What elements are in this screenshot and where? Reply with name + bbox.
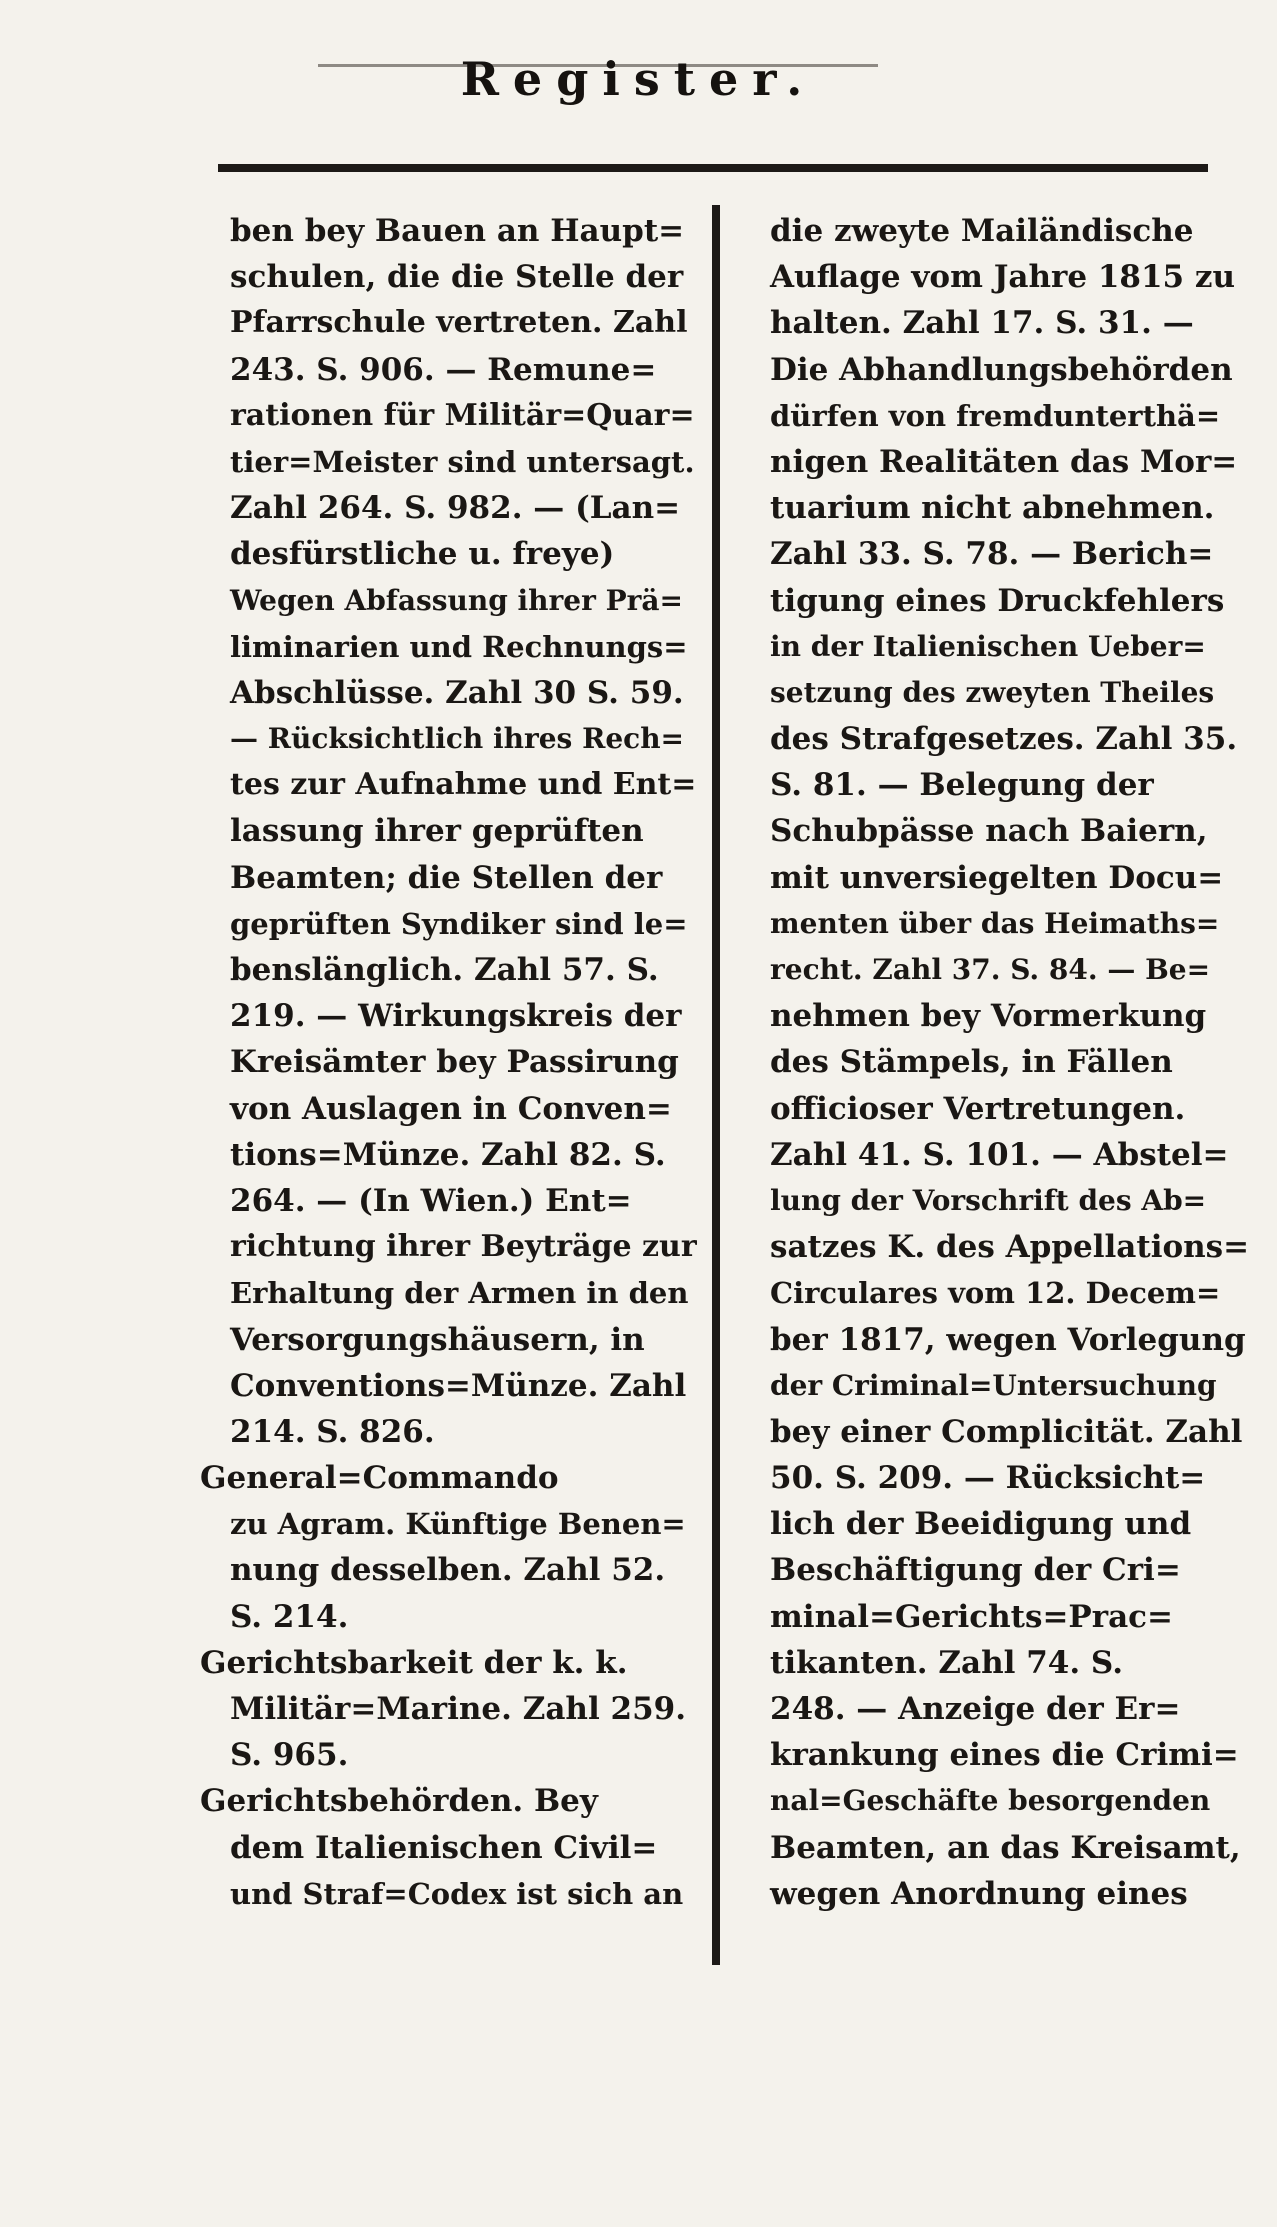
right-column-line: S. 81. — Belegung der	[770, 767, 1154, 804]
column-divider	[712, 205, 720, 1965]
right-column-line: tigung eines Druckfehlers	[770, 582, 1225, 619]
left-column-line: lassung ihrer geprüften	[230, 813, 644, 850]
right-column-line: halten. Zahl 17. S. 31. —	[770, 305, 1194, 342]
left-column-line: Pfarrschule vertreten. Zahl	[230, 305, 688, 341]
left-column-line: 219. — Wirkungskreis der	[230, 998, 682, 1035]
right-column-line: mit unversiegelten Docu=	[770, 859, 1224, 896]
right-column-line: Die Abhandlungsbehörden	[770, 351, 1233, 388]
left-column-line: Militär=Marine. Zahl 259.	[230, 1691, 687, 1727]
left-column-line: tier=Meister sind untersagt.	[230, 444, 695, 479]
right-column-line: Zahl 41. S. 101. — Abstel=	[770, 1136, 1229, 1173]
left-column-line: liminarien und Rechnungs=	[230, 629, 688, 664]
right-column-line: menten über das Heimaths=	[770, 906, 1220, 940]
left-column-line: geprüften Syndiker sind le=	[230, 906, 688, 941]
left-column-line: Zahl 264. S. 982. — (Lan=	[230, 490, 681, 527]
right-column-line: der Criminal=Untersuchung	[770, 1368, 1217, 1402]
left-column-line: Wegen Abfassung ihrer Prä=	[230, 583, 684, 617]
right-column-line: wegen Anordnung eines	[770, 1875, 1188, 1912]
left-column-line: Conventions=Münze. Zahl	[230, 1367, 687, 1404]
left-column-line: nung desselben. Zahl 52.	[230, 1552, 666, 1589]
left-column-line: S. 965.	[230, 1737, 349, 1774]
right-column-line: nehmen bey Vormerkung	[770, 998, 1207, 1035]
right-column-line: nal=Geschäfte besorgenden	[770, 1784, 1211, 1818]
left-column-line: schulen, die die Stelle der	[230, 259, 684, 296]
right-column-line: setzung des zweyten Theiles	[770, 675, 1215, 709]
left-column-line: 243. S. 906. — Remune=	[230, 351, 657, 388]
left-column-line: und Straf=Codex ist sich an	[230, 1876, 684, 1911]
left-column	[200, 208, 698, 1917]
right-column-line: Auflage vom Jahre 1815 zu	[770, 259, 1236, 296]
left-column-line: von Auslagen in Conven=	[230, 1090, 672, 1127]
right-column-line: nigen Realitäten das Mor=	[770, 443, 1238, 480]
right-column-line: Beamten, an das Kreisamt,	[770, 1829, 1241, 1866]
left-column-line: Beamten; die Stellen der	[230, 859, 663, 896]
right-column-line: 50. S. 209. — Rücksicht=	[770, 1460, 1206, 1497]
right-column-line: minal=Gerichts=Prac=	[770, 1598, 1173, 1635]
right-column-line: recht. Zahl 37. S. 84. — Be=	[770, 953, 1211, 986]
left-column-line: Kreisämter bey Passirung	[230, 1044, 679, 1081]
left-column-line: rationen für Militär=Quar=	[230, 397, 695, 433]
right-column-line: Circulares vom 12. Decem=	[770, 1276, 1221, 1311]
left-column-line: Erhaltung der Armen in den	[230, 1276, 689, 1311]
right-column-line: Beschäftigung der Cri=	[770, 1552, 1181, 1589]
page-title: Register.	[460, 52, 817, 106]
right-column-line: dürfen von fremdunterthä=	[770, 398, 1221, 433]
left-column-line: 214. S. 826.	[230, 1413, 435, 1450]
left-column-line: Gerichtsbarkeit der k. k.	[200, 1644, 628, 1681]
right-column-line: tuarium nicht abnehmen.	[770, 490, 1215, 527]
right-column-line: lung der Vorschrift des Ab=	[770, 1183, 1207, 1217]
left-column-line: Gerichtsbehörden. Bey	[200, 1783, 598, 1820]
left-column-line: Versorgungshäusern, in	[230, 1321, 645, 1358]
left-column-line: desfürstliche u. freye)	[230, 536, 615, 573]
left-column-line: richtung ihrer Beyträge zur	[230, 1229, 697, 1265]
left-column-line: tions=Münze. Zahl 82. S.	[230, 1136, 666, 1173]
right-column-line: krankung eines die Crimi=	[770, 1737, 1239, 1774]
right-column-line: des Stämpels, in Fällen	[770, 1044, 1173, 1081]
right-column-line: bey einer Complicität. Zahl	[770, 1413, 1243, 1450]
right-column-line: die zweyte Mailändische	[770, 213, 1194, 249]
right-column-line: tikanten. Zahl 74. S.	[770, 1644, 1123, 1681]
left-column-line: benslänglich. Zahl 57. S.	[230, 952, 659, 988]
right-column-line: lich der Beeidigung und	[770, 1506, 1192, 1543]
left-column-line: 264. — (In Wien.) Ent=	[230, 1182, 632, 1219]
right-column-line: 248. — Anzeige der Er=	[770, 1691, 1181, 1727]
left-column-line: ben bey Bauen an Haupt=	[230, 213, 685, 249]
left-column-line: zu Agram. Künftige Benen=	[230, 1507, 686, 1542]
left-column-line: General=Commando	[200, 1460, 559, 1497]
right-column-line: ber 1817, wegen Vorlegung	[770, 1321, 1246, 1358]
right-column-line: in der Italienischen Ueber=	[770, 629, 1206, 663]
left-column-line: S. 214.	[230, 1598, 349, 1635]
left-column-line: Abschlüsse. Zahl 30 S. 59.	[230, 674, 684, 711]
header-rule	[218, 164, 1208, 172]
left-column-line: — Rücksichtlich ihres Rech=	[230, 722, 685, 756]
right-column-line: des Strafgesetzes. Zahl 35.	[770, 721, 1238, 758]
left-column-line: dem Italienischen Civil=	[230, 1829, 658, 1866]
right-column-line: officioser Vertretungen.	[770, 1090, 1186, 1127]
left-column-line: tes zur Aufnahme und Ent=	[230, 767, 697, 803]
right-column-line: Zahl 33. S. 78. — Berich=	[770, 536, 1214, 573]
right-column	[770, 208, 1250, 1917]
right-column-line: satzes K. des Appellations=	[770, 1229, 1250, 1266]
right-column-line: Schubpässe nach Baiern,	[770, 813, 1208, 850]
